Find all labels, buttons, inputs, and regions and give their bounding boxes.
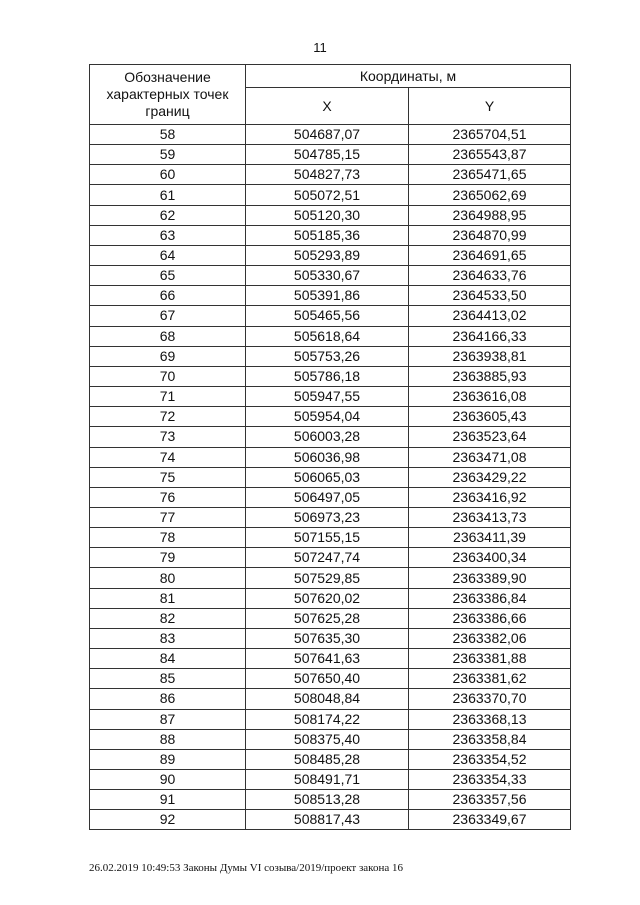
x-coordinate-cell: 508174,22	[246, 709, 409, 729]
x-coordinate-cell: 505120,30	[246, 205, 409, 225]
point-number-cell: 58	[90, 125, 246, 145]
y-coordinate-cell: 2363386,84	[409, 588, 571, 608]
table-row	[90, 326, 571, 346]
point-number-cell: 90	[90, 770, 246, 790]
table-row	[90, 467, 571, 487]
y-coordinate-cell: 2363357,56	[409, 790, 571, 810]
table-row	[90, 266, 571, 286]
point-number-cell: 86	[90, 689, 246, 709]
y-coordinate-cell: 2364533,50	[409, 286, 571, 306]
table-row	[90, 810, 571, 830]
table-row	[90, 346, 571, 366]
point-number-cell: 75	[90, 467, 246, 487]
y-coordinate-cell: 2363938,81	[409, 346, 571, 366]
y-coordinate-cell: 2363354,52	[409, 749, 571, 769]
point-number-cell: 76	[90, 487, 246, 507]
point-number-cell: 74	[90, 447, 246, 467]
x-coordinate-cell: 507529,85	[246, 568, 409, 588]
table-row	[90, 568, 571, 588]
x-coordinate-cell: 505330,67	[246, 266, 409, 286]
table-row	[90, 487, 571, 507]
x-coordinate-cell: 508048,84	[246, 689, 409, 709]
x-coordinate-cell: 505465,56	[246, 306, 409, 326]
point-number-cell: 71	[90, 387, 246, 407]
table-row	[90, 447, 571, 467]
y-coordinate-cell: 2363429,22	[409, 467, 571, 487]
table-row	[90, 145, 571, 165]
x-coordinate-cell: 506003,28	[246, 427, 409, 447]
x-coordinate-cell: 505072,51	[246, 185, 409, 205]
table-row	[90, 125, 571, 145]
y-coordinate-cell: 2363381,62	[409, 669, 571, 689]
table-row	[90, 507, 571, 527]
table-row	[90, 749, 571, 769]
table-row	[90, 628, 571, 648]
point-number-cell: 61	[90, 185, 246, 205]
x-coordinate-cell: 505185,36	[246, 225, 409, 245]
x-coordinate-cell: 505753,26	[246, 346, 409, 366]
table-row	[90, 185, 571, 205]
page-number: 11	[313, 40, 327, 55]
y-coordinate-cell: 2363370,70	[409, 689, 571, 709]
table-row	[90, 427, 571, 447]
y-coordinate-cell: 2363386,66	[409, 608, 571, 628]
y-coordinate-cell: 2363523,64	[409, 427, 571, 447]
x-coordinate-cell: 504785,15	[246, 145, 409, 165]
y-coordinate-cell: 2364988,95	[409, 205, 571, 225]
table-body	[90, 125, 571, 830]
point-number-cell: 69	[90, 346, 246, 366]
table-row	[90, 729, 571, 749]
point-number-cell: 84	[90, 649, 246, 669]
point-number-cell: 62	[90, 205, 246, 225]
point-number-cell: 63	[90, 225, 246, 245]
x-coordinate-cell: 507155,15	[246, 528, 409, 548]
x-coordinate-cell: 506973,23	[246, 507, 409, 527]
point-number-cell: 77	[90, 507, 246, 527]
header-y: Y	[409, 88, 571, 125]
table-row	[90, 205, 571, 225]
x-coordinate-cell: 507620,02	[246, 588, 409, 608]
coordinates-table	[89, 64, 571, 830]
point-number-cell: 67	[90, 306, 246, 326]
y-coordinate-cell: 2363400,34	[409, 548, 571, 568]
x-coordinate-cell: 508491,71	[246, 770, 409, 790]
table-row	[90, 245, 571, 265]
point-number-cell: 78	[90, 528, 246, 548]
y-coordinate-cell: 2364413,02	[409, 306, 571, 326]
header-x: X	[246, 88, 409, 125]
x-coordinate-cell: 507625,28	[246, 608, 409, 628]
y-coordinate-cell: 2365471,65	[409, 165, 571, 185]
point-number-cell: 80	[90, 568, 246, 588]
point-number-cell: 85	[90, 669, 246, 689]
y-coordinate-cell: 2363349,67	[409, 810, 571, 830]
point-number-cell: 82	[90, 608, 246, 628]
x-coordinate-cell: 505786,18	[246, 366, 409, 386]
footer-text: 26.02.2019 10:49:53 Законы Думы VI созыва/2019/проект закона 16	[89, 862, 403, 874]
y-coordinate-cell: 2365543,87	[409, 145, 571, 165]
x-coordinate-cell: 507641,63	[246, 649, 409, 669]
point-number-cell: 68	[90, 326, 246, 346]
table-row	[90, 528, 571, 548]
table-row	[90, 790, 571, 810]
y-coordinate-cell: 2363382,06	[409, 628, 571, 648]
point-number-cell: 79	[90, 548, 246, 568]
x-coordinate-cell: 508513,28	[246, 790, 409, 810]
point-number-cell: 65	[90, 266, 246, 286]
point-number-cell: 91	[90, 790, 246, 810]
y-coordinate-cell: 2363381,88	[409, 649, 571, 669]
x-coordinate-cell: 505947,55	[246, 387, 409, 407]
x-coordinate-cell: 506036,98	[246, 447, 409, 467]
y-coordinate-cell: 2365062,69	[409, 185, 571, 205]
point-number-cell: 59	[90, 145, 246, 165]
point-number-cell: 88	[90, 729, 246, 749]
point-number-cell: 73	[90, 427, 246, 447]
y-coordinate-cell: 2363354,33	[409, 770, 571, 790]
point-number-cell: 66	[90, 286, 246, 306]
x-coordinate-cell: 506497,05	[246, 487, 409, 507]
y-coordinate-cell: 2364691,65	[409, 245, 571, 265]
table-row	[90, 689, 571, 709]
table-row	[90, 649, 571, 669]
table-row	[90, 588, 571, 608]
x-coordinate-cell: 504687,07	[246, 125, 409, 145]
x-coordinate-cell: 508817,43	[246, 810, 409, 830]
table-row	[90, 286, 571, 306]
point-number-cell: 83	[90, 628, 246, 648]
x-coordinate-cell: 507247,74	[246, 548, 409, 568]
table-row	[90, 608, 571, 628]
y-coordinate-cell: 2363605,43	[409, 407, 571, 427]
table-row	[90, 407, 571, 427]
x-coordinate-cell: 504827,73	[246, 165, 409, 185]
point-number-cell: 81	[90, 588, 246, 608]
x-coordinate-cell: 507635,30	[246, 628, 409, 648]
header-coordinates: Координаты, м	[246, 65, 571, 88]
header-point-designation: Обозначение характерных точек границ	[90, 65, 246, 125]
x-coordinate-cell: 507650,40	[246, 669, 409, 689]
x-coordinate-cell: 505618,64	[246, 326, 409, 346]
point-number-cell: 87	[90, 709, 246, 729]
table-row	[90, 165, 571, 185]
x-coordinate-cell: 506065,03	[246, 467, 409, 487]
point-number-cell: 70	[90, 366, 246, 386]
table-row	[90, 306, 571, 326]
y-coordinate-cell: 2364870,99	[409, 225, 571, 245]
x-coordinate-cell: 508375,40	[246, 729, 409, 749]
y-coordinate-cell: 2363885,93	[409, 366, 571, 386]
y-coordinate-cell: 2363411,39	[409, 528, 571, 548]
table-row	[90, 548, 571, 568]
point-number-cell: 89	[90, 749, 246, 769]
y-coordinate-cell: 2365704,51	[409, 125, 571, 145]
table-row	[90, 387, 571, 407]
y-coordinate-cell: 2363389,90	[409, 568, 571, 588]
x-coordinate-cell: 508485,28	[246, 749, 409, 769]
x-coordinate-cell: 505391,86	[246, 286, 409, 306]
table-row	[90, 770, 571, 790]
point-number-cell: 92	[90, 810, 246, 830]
point-number-cell: 60	[90, 165, 246, 185]
y-coordinate-cell: 2363616,08	[409, 387, 571, 407]
y-coordinate-cell: 2364633,76	[409, 266, 571, 286]
y-coordinate-cell: 2363358,84	[409, 729, 571, 749]
point-number-cell: 72	[90, 407, 246, 427]
table-row	[90, 225, 571, 245]
table-row	[90, 366, 571, 386]
table-row	[90, 709, 571, 729]
y-coordinate-cell: 2363471,08	[409, 447, 571, 467]
y-coordinate-cell: 2363413,73	[409, 507, 571, 527]
y-coordinate-cell: 2364166,33	[409, 326, 571, 346]
x-coordinate-cell: 505293,89	[246, 245, 409, 265]
table-row	[90, 669, 571, 689]
x-coordinate-cell: 505954,04	[246, 407, 409, 427]
y-coordinate-cell: 2363368,13	[409, 709, 571, 729]
point-number-cell: 64	[90, 245, 246, 265]
y-coordinate-cell: 2363416,92	[409, 487, 571, 507]
